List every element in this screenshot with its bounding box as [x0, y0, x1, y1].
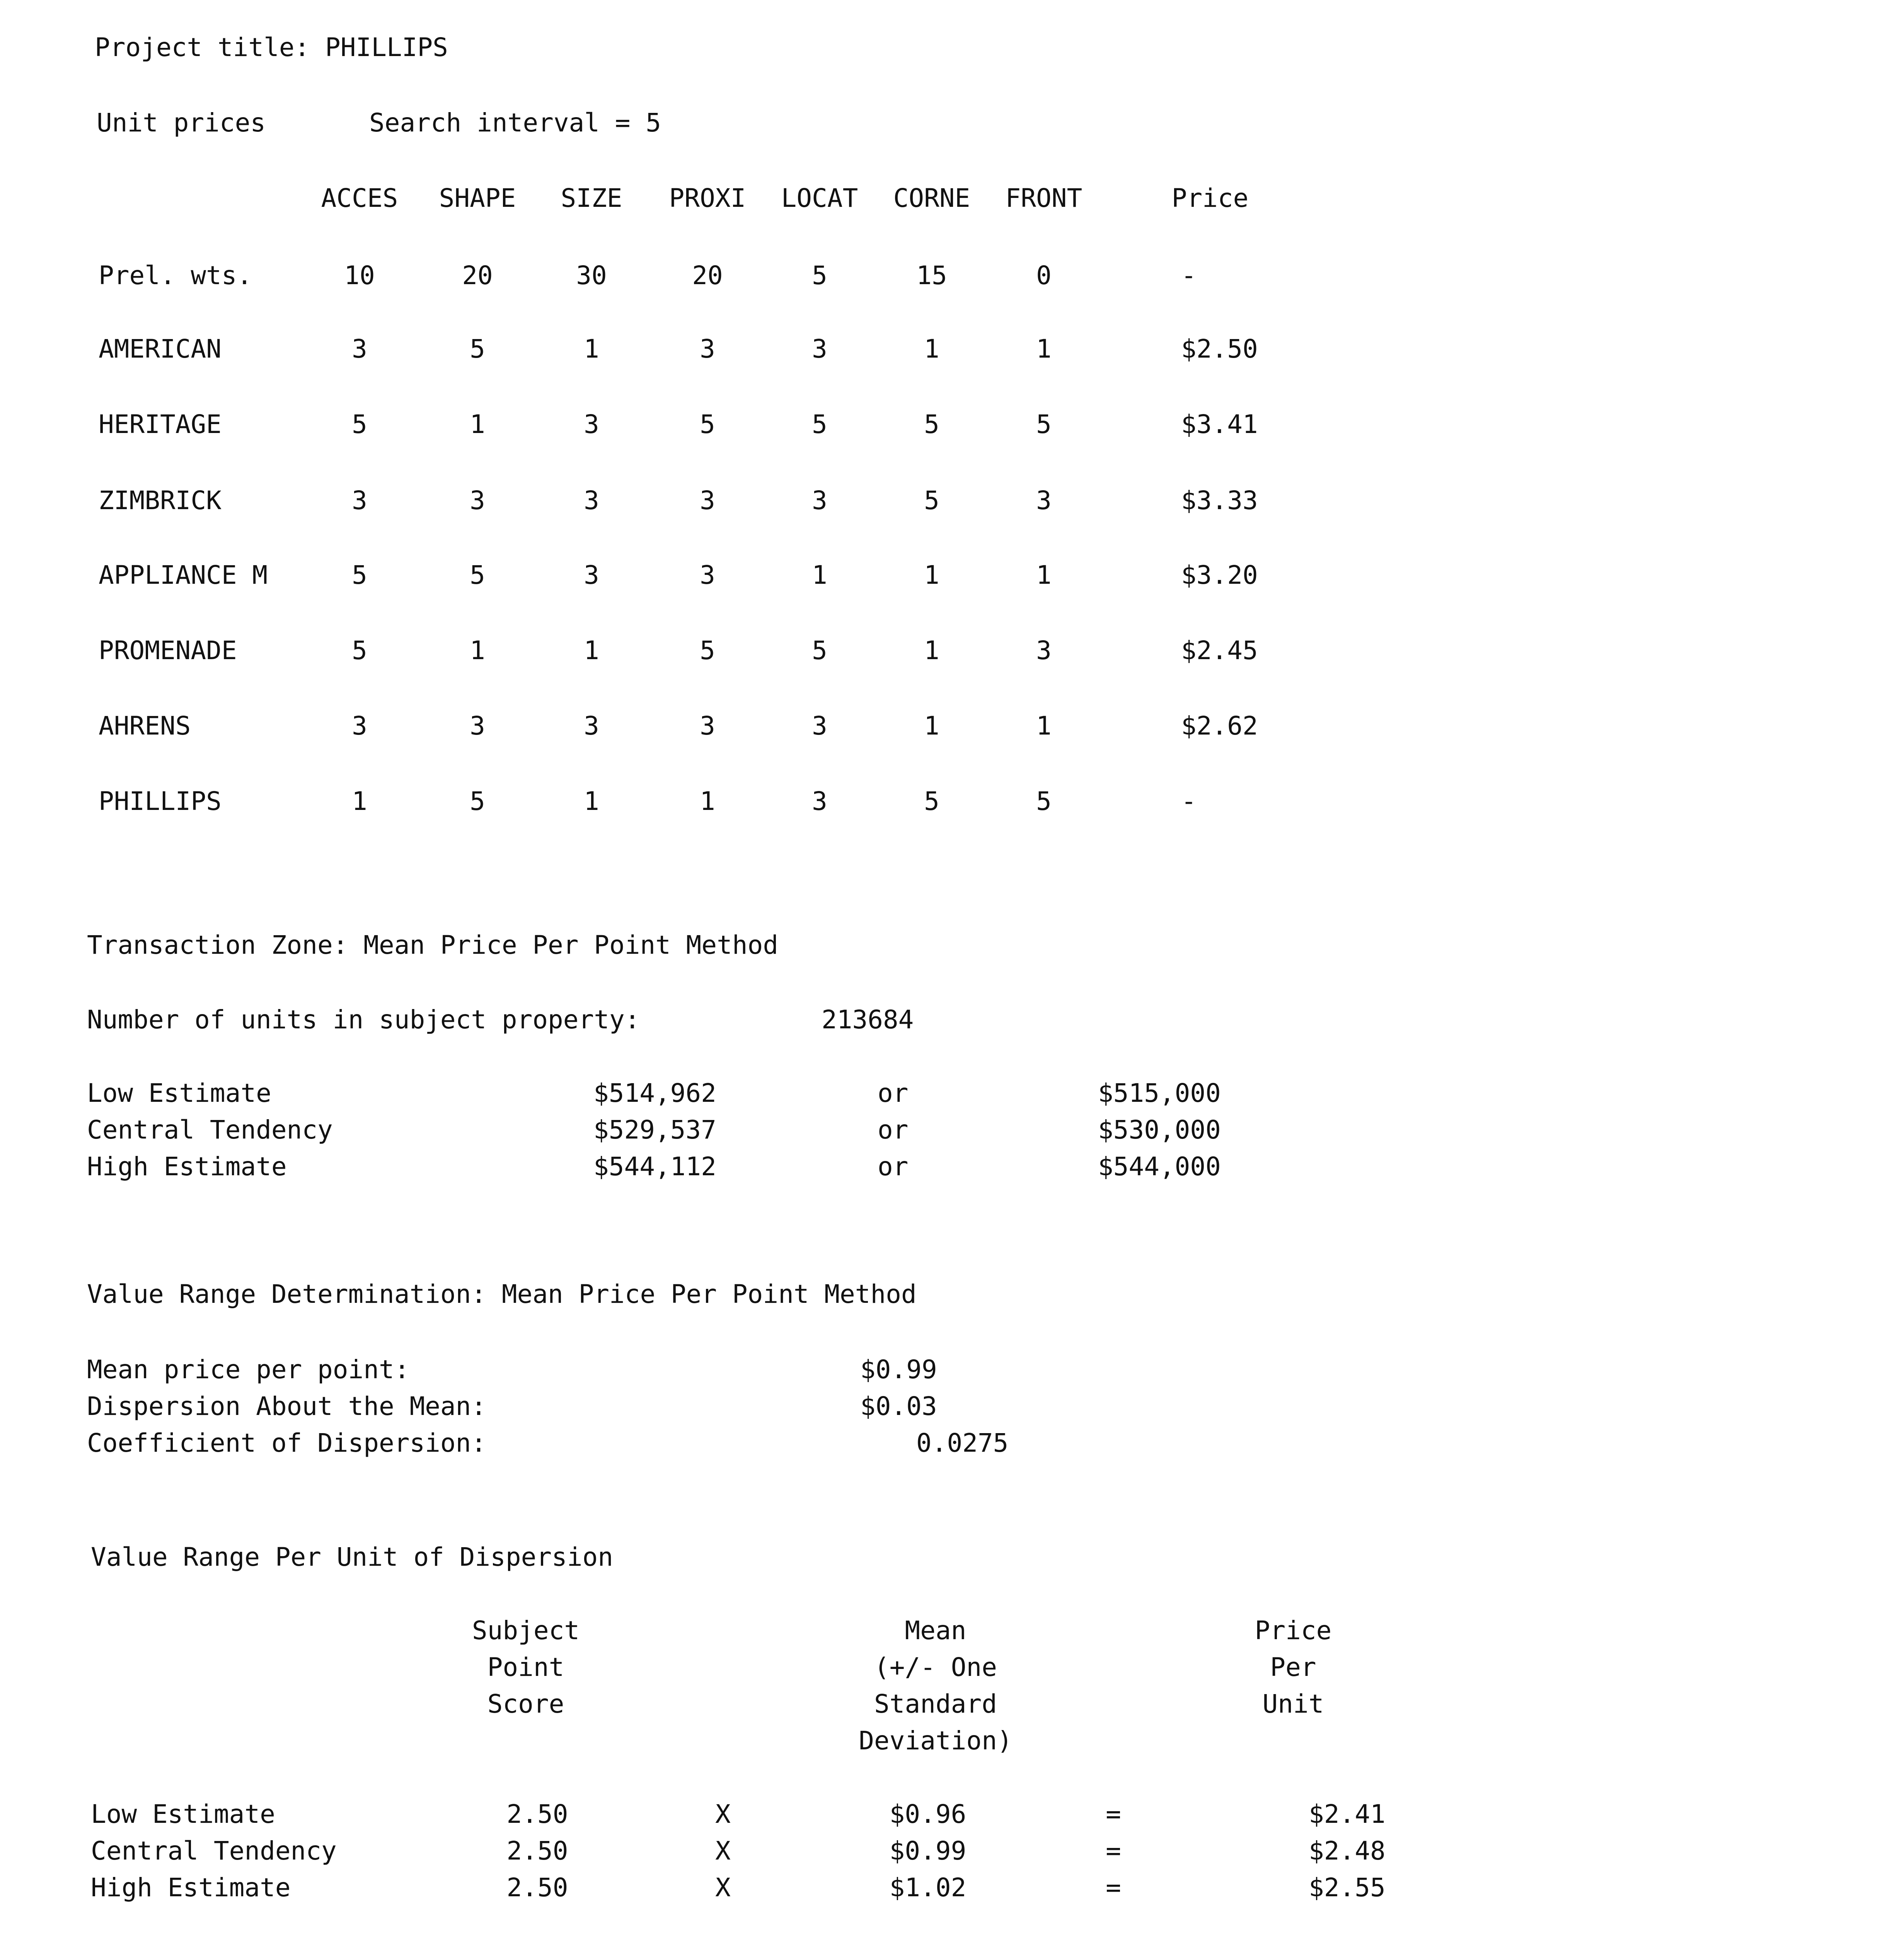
dispersion-mean: $1.02 [889, 1873, 966, 1902]
price-per-unit-header: Price [1255, 1616, 1332, 1645]
table-cell: 5 [352, 636, 367, 665]
table-cell: 1 [924, 636, 939, 665]
column-header: FRONT [1005, 183, 1082, 213]
table-cell: 1 [924, 560, 939, 590]
estimate-label: Low Estimate [87, 1078, 271, 1108]
table-cell: 3 [352, 711, 367, 741]
estimate-value: $529,537 [593, 1115, 716, 1145]
table-cell: 1 [584, 786, 599, 816]
dispersion-x: X [715, 1836, 731, 1866]
dispersion-equals: = [1106, 1836, 1121, 1866]
mean-std-header: Deviation) [859, 1726, 1013, 1756]
table-cell: 5 [470, 334, 485, 364]
estimate-value: $514,962 [593, 1078, 716, 1108]
price-cell: $2.50 [1181, 334, 1258, 364]
price-cell: - [1181, 786, 1197, 816]
table-cell: 3 [700, 334, 715, 364]
dispersion-score: 2.50 [506, 1799, 568, 1829]
estimate-rounded: $544,000 [1098, 1152, 1221, 1181]
table-cell: 1 [1036, 334, 1052, 364]
estimate-or: or [878, 1152, 909, 1181]
estimate-or: or [878, 1078, 909, 1108]
value-range-value: $0.99 [860, 1355, 937, 1384]
row-label: AHRENS [99, 711, 191, 741]
table-cell: 5 [812, 261, 827, 290]
column-header: LOCAT [781, 183, 858, 213]
transaction-zone-title: Transaction Zone: Mean Price Per Point Method [87, 930, 779, 960]
units-label: Number of units in subject property: [87, 1005, 640, 1035]
estimate-rounded: $530,000 [1098, 1115, 1221, 1145]
row-label: ZIMBRICK [99, 486, 222, 515]
table-cell: 30 [576, 261, 607, 290]
dispersion-x: X [715, 1799, 731, 1829]
table-cell: 1 [700, 786, 715, 816]
table-cell: 5 [924, 486, 939, 515]
units-value: 213684 [822, 1005, 914, 1035]
table-cell: 5 [700, 636, 715, 665]
row-label: HERITAGE [99, 409, 222, 439]
unit-prices-label: Unit prices [97, 108, 266, 138]
table-cell: 3 [584, 486, 599, 515]
price-cell: $3.20 [1181, 560, 1258, 590]
dispersion-label: Central Tendency [91, 1836, 337, 1866]
table-cell: 1 [924, 334, 939, 364]
column-header: SHAPE [439, 183, 516, 213]
table-cell: 1 [1036, 560, 1052, 590]
table-cell: 5 [812, 636, 827, 665]
table-cell: 1 [584, 636, 599, 665]
table-cell: 1 [470, 636, 485, 665]
value-range-label: Mean price per point: [87, 1355, 410, 1384]
table-cell: 3 [584, 711, 599, 741]
table-cell: 20 [462, 261, 493, 290]
estimate-or: or [878, 1115, 909, 1145]
table-cell: 10 [344, 261, 375, 290]
table-cell: 3 [812, 711, 827, 741]
table-cell: 5 [700, 409, 715, 439]
mean-std-header: (+/- One [874, 1652, 997, 1682]
row-label: PHILLIPS [99, 786, 222, 816]
table-cell: 3 [1036, 636, 1052, 665]
table-cell: 5 [1036, 409, 1052, 439]
dispersion-x: X [715, 1873, 731, 1902]
table-cell: 3 [700, 711, 715, 741]
row-label: AMERICAN [99, 334, 222, 364]
table-cell: 5 [470, 560, 485, 590]
table-cell: 1 [470, 409, 485, 439]
value-range-label: Coefficient of Dispersion: [87, 1428, 487, 1458]
table-cell: 1 [812, 560, 827, 590]
table-cell: 0 [1036, 261, 1052, 290]
table-cell: 5 [352, 409, 367, 439]
dispersion-price: $2.55 [1309, 1873, 1386, 1902]
table-cell: 3 [812, 334, 827, 364]
table-cell: 3 [470, 486, 485, 515]
estimate-label: High Estimate [87, 1152, 287, 1181]
table-cell: 3 [700, 560, 715, 590]
price-per-unit-header: Per [1270, 1652, 1316, 1682]
value-range-value: 0.0275 [916, 1428, 1009, 1458]
table-cell: 3 [812, 786, 827, 816]
table-cell: 3 [584, 409, 599, 439]
value-range-label: Dispersion About the Mean: [87, 1391, 487, 1421]
price-cell: $3.33 [1181, 486, 1258, 515]
table-cell: 3 [812, 486, 827, 515]
dispersion-title: Value Range Per Unit of Dispersion [91, 1542, 614, 1572]
dispersion-mean: $0.99 [889, 1836, 966, 1866]
subject-point-score-header: Score [487, 1689, 564, 1719]
mean-std-header: Mean [905, 1616, 966, 1645]
row-label: APPLIANCE M [99, 560, 268, 590]
table-cell: 5 [470, 786, 485, 816]
dispersion-price: $2.41 [1309, 1799, 1386, 1829]
estimate-label: Central Tendency [87, 1115, 333, 1145]
column-header: SIZE [561, 183, 622, 213]
dispersion-mean: $0.96 [889, 1799, 966, 1829]
column-header: PROXI [669, 183, 746, 213]
table-cell: 3 [700, 486, 715, 515]
project-title: Project title: PHILLIPS [95, 32, 448, 62]
row-label: Prel. wts. [99, 261, 252, 290]
table-cell: 5 [812, 409, 827, 439]
row-label: PROMENADE [99, 636, 237, 665]
table-cell: 5 [924, 409, 939, 439]
price-cell: $2.62 [1181, 711, 1258, 741]
dispersion-score: 2.50 [506, 1836, 568, 1866]
table-cell: 1 [1036, 711, 1052, 741]
price-cell: - [1181, 261, 1197, 290]
search-interval: Search interval = 5 [369, 108, 661, 138]
table-cell: 15 [916, 261, 947, 290]
table-cell: 5 [352, 560, 367, 590]
estimate-value: $544,112 [593, 1152, 716, 1181]
column-header: ACCES [321, 183, 398, 213]
dispersion-equals: = [1106, 1873, 1121, 1902]
dispersion-price: $2.48 [1309, 1836, 1386, 1866]
mean-std-header: Standard [874, 1689, 997, 1719]
dispersion-score: 2.50 [506, 1873, 568, 1902]
table-cell: 5 [924, 786, 939, 816]
price-cell: $2.45 [1181, 636, 1258, 665]
dispersion-label: Low Estimate [91, 1799, 275, 1829]
column-header: CORNE [893, 183, 970, 213]
value-range-value: $0.03 [860, 1391, 937, 1421]
estimate-rounded: $515,000 [1098, 1078, 1221, 1108]
table-cell: 3 [352, 486, 367, 515]
subject-point-score-header: Point [487, 1652, 564, 1682]
table-cell: 5 [1036, 786, 1052, 816]
price-cell: $3.41 [1181, 409, 1258, 439]
table-cell: 3 [352, 334, 367, 364]
price-header: Price [1171, 183, 1249, 213]
table-cell: 1 [924, 711, 939, 741]
table-cell: 3 [1036, 486, 1052, 515]
value-range-title: Value Range Determination: Mean Price Per Point Method [87, 1279, 917, 1309]
table-cell: 1 [584, 334, 599, 364]
table-cell: 1 [352, 786, 367, 816]
subject-point-score-header: Subject [472, 1616, 580, 1645]
table-cell: 3 [584, 560, 599, 590]
dispersion-equals: = [1106, 1799, 1121, 1829]
dispersion-label: High Estimate [91, 1873, 291, 1902]
price-per-unit-header: Unit [1262, 1689, 1324, 1719]
table-cell: 3 [470, 711, 485, 741]
table-cell: 20 [692, 261, 723, 290]
